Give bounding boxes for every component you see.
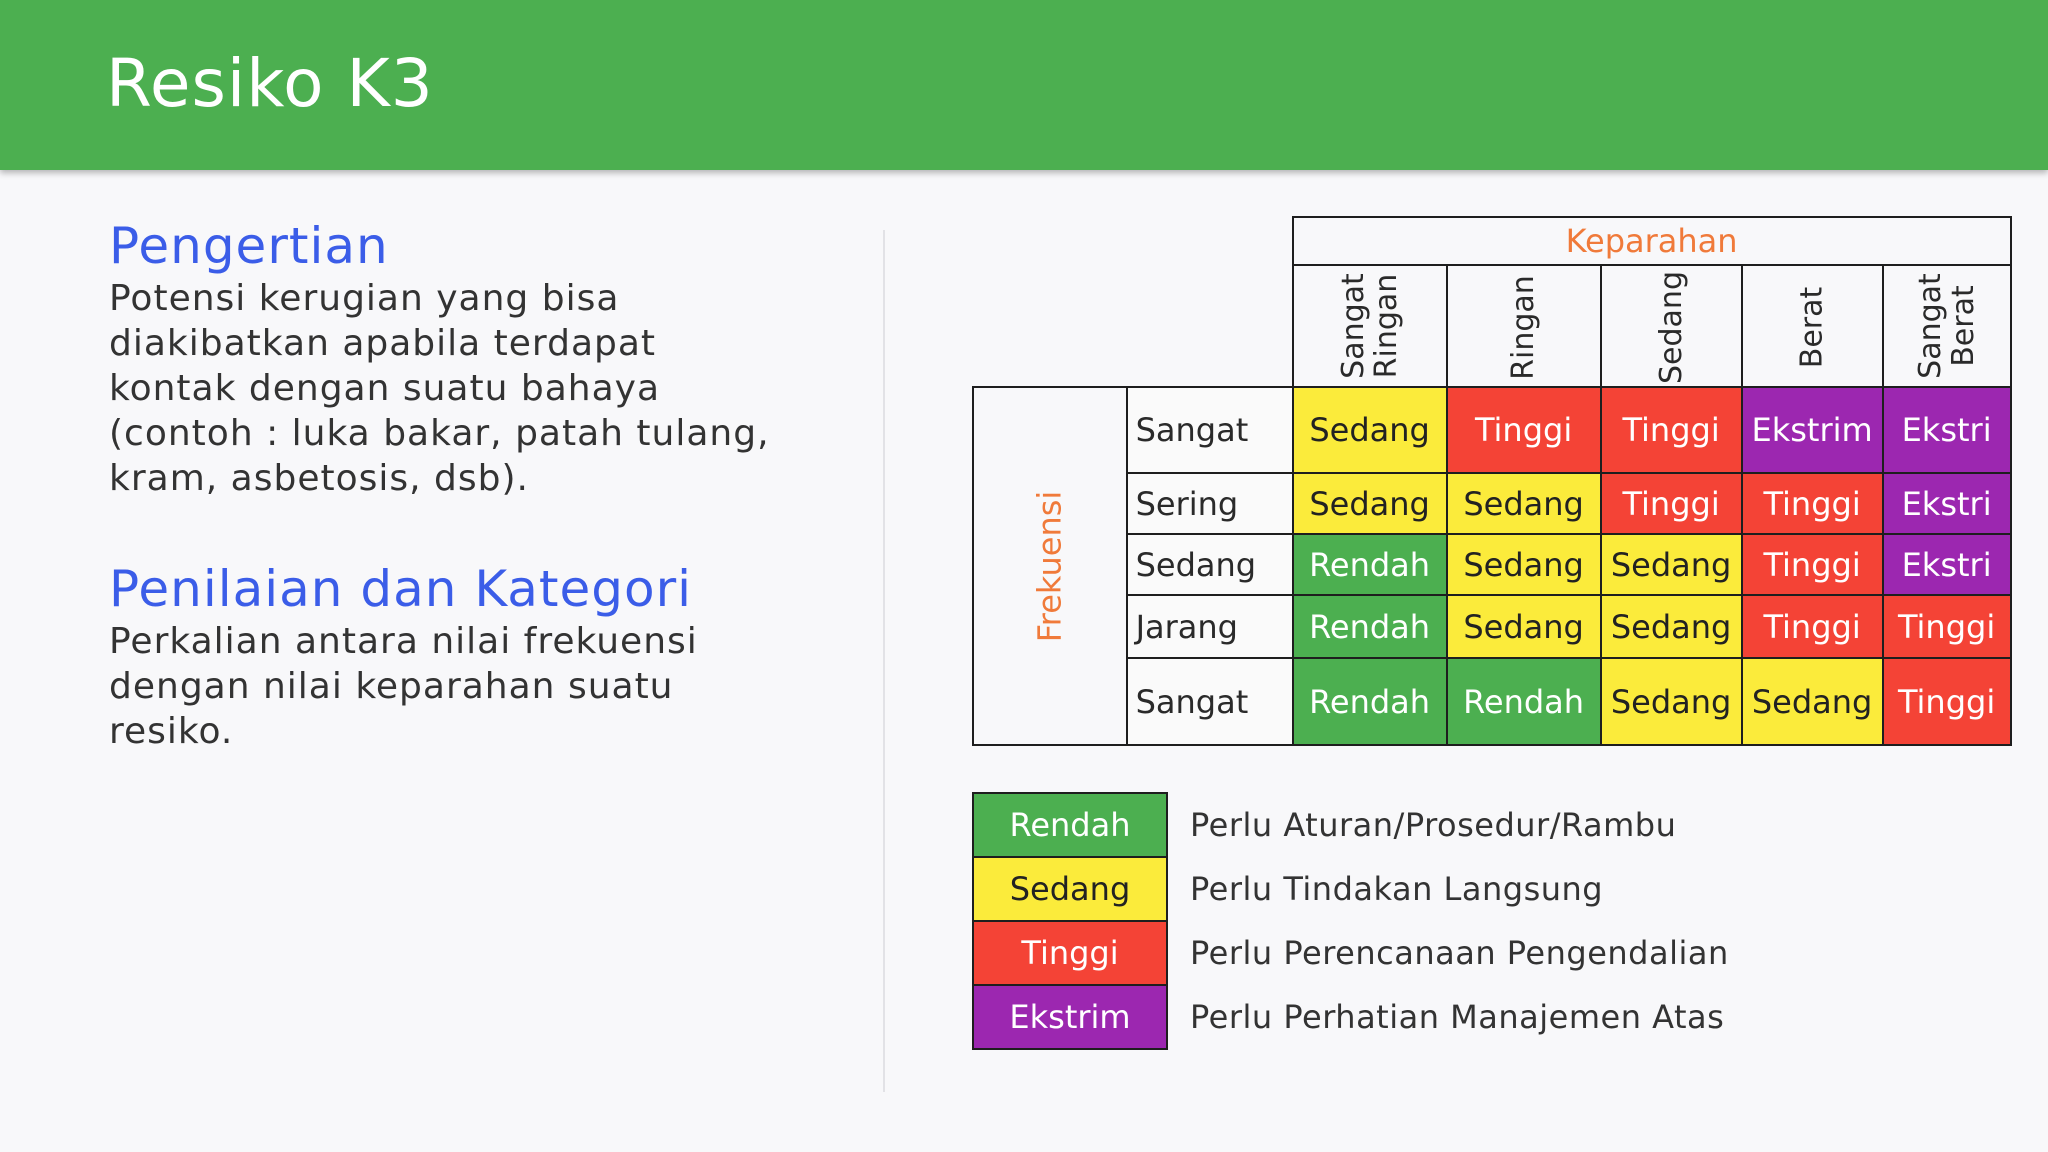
matrix-corner: [973, 265, 1293, 387]
matrix-row: [973, 658, 2011, 745]
risk-cell: Sedang: [1447, 473, 1601, 534]
assessment-body: [109, 619, 829, 754]
risk-cell: Ekstri: [1883, 473, 2011, 534]
definition-line: kram, asbetosis, dsb).: [109, 458, 529, 499]
legend-description: Perlu Perhatian Manajemen Atas: [1190, 998, 1725, 1036]
frequency-axis-title: Frekuensi: [1030, 490, 1069, 643]
definition-line: (contoh : luka bakar, patah tulang,: [109, 413, 770, 454]
severity-header: [1742, 265, 1883, 387]
frequency-label: Sering: [1127, 473, 1293, 534]
frequency-label: Sedang: [1127, 534, 1293, 595]
legend-row: [973, 793, 1730, 857]
risk-cell: Sedang: [1447, 534, 1601, 595]
assessment-section: [109, 559, 829, 754]
risk-cell: Ekstrim: [1742, 387, 1883, 473]
slide-title: Resiko K3: [106, 45, 434, 122]
risk-cell: Tinggi: [1883, 658, 2011, 745]
column-divider: [883, 230, 885, 1092]
legend-row: [973, 857, 1730, 921]
risk-cell: Tinggi: [1883, 595, 2011, 658]
risk-cell: Ekstri: [1883, 534, 2011, 595]
risk-cell: Tinggi: [1601, 387, 1742, 473]
severity-title-row: [973, 217, 2011, 265]
risk-cell: Sedang: [1293, 473, 1447, 534]
legend-description: Perlu Perencanaan Pengendalian: [1190, 934, 1729, 972]
frequency-axis-title-cell: [973, 387, 1127, 745]
severity-header-row: [973, 265, 2011, 387]
definition-body: [109, 276, 829, 501]
definition-line: Potensi kerugian yang bisa: [109, 278, 620, 319]
frequency-label: Jarang: [1127, 595, 1293, 658]
legend-swatch: Rendah: [973, 793, 1167, 857]
matrix-corner: [973, 217, 1293, 265]
legend-description: Perlu Tindakan Langsung: [1190, 870, 1604, 908]
definition-title: Pengertian: [109, 217, 389, 275]
risk-cell: Tinggi: [1742, 473, 1883, 534]
frequency-label: Sangat: [1127, 658, 1293, 745]
risk-cell: Tinggi: [1601, 473, 1742, 534]
severity-header: [1293, 265, 1447, 387]
matrix-row: [973, 595, 2011, 658]
risk-legend: [972, 792, 1731, 1050]
severity-header: [1883, 265, 2011, 387]
text-column: [109, 216, 829, 754]
severity-axis-title: Keparahan: [1293, 217, 2011, 265]
definition-section: [109, 216, 829, 501]
matrix-row: [973, 473, 2011, 534]
legend-description: Perlu Aturan/Prosedur/Rambu: [1190, 806, 1677, 844]
risk-matrix: [972, 216, 2012, 746]
matrix-row: [973, 534, 2011, 595]
assessment-line: Perkalian antara nilai frekuensi: [109, 621, 698, 662]
definition-line: kontak dengan suatu bahaya: [109, 368, 661, 409]
assessment-line: resiko.: [109, 711, 234, 752]
legend-swatch: Ekstrim: [973, 985, 1167, 1049]
severity-header: [1601, 265, 1742, 387]
definition-line: diakibatkan apabila terdapat: [109, 323, 657, 364]
severity-label: Ringan: [1506, 275, 1542, 380]
assessment-title: Penilaian dan Kategori: [109, 560, 693, 618]
legend-swatch: Tinggi: [973, 921, 1167, 985]
risk-cell: Rendah: [1293, 658, 1447, 745]
risk-cell: Tinggi: [1742, 595, 1883, 658]
risk-cell: Rendah: [1447, 658, 1601, 745]
risk-cell: Tinggi: [1447, 387, 1601, 473]
legend-swatch: Sedang: [973, 857, 1167, 921]
risk-cell: Sedang: [1447, 595, 1601, 658]
frequency-label: Sangat: [1127, 387, 1293, 473]
risk-cell: Sedang: [1742, 658, 1883, 745]
severity-label: Sedang: [1653, 271, 1689, 384]
risk-cell: Sedang: [1601, 534, 1742, 595]
risk-cell: Rendah: [1293, 534, 1447, 595]
matrix-row: [973, 387, 2011, 473]
assessment-line: dengan nilai keparahan suatu: [109, 666, 674, 707]
severity-label: Sangat Ringan: [1335, 272, 1404, 379]
legend-row: [973, 921, 1730, 985]
risk-cell: Sedang: [1601, 658, 1742, 745]
risk-cell: Sedang: [1601, 595, 1742, 658]
severity-label: Berat: [1794, 286, 1830, 369]
legend-row: [973, 985, 1730, 1049]
risk-cell: Rendah: [1293, 595, 1447, 658]
slide-header: [0, 0, 2048, 170]
risk-cell: Ekstri: [1883, 387, 2011, 473]
risk-cell: Sedang: [1293, 387, 1447, 473]
severity-header: [1447, 265, 1601, 387]
severity-label: Sangat Berat: [1912, 272, 1981, 379]
risk-cell: Tinggi: [1742, 534, 1883, 595]
